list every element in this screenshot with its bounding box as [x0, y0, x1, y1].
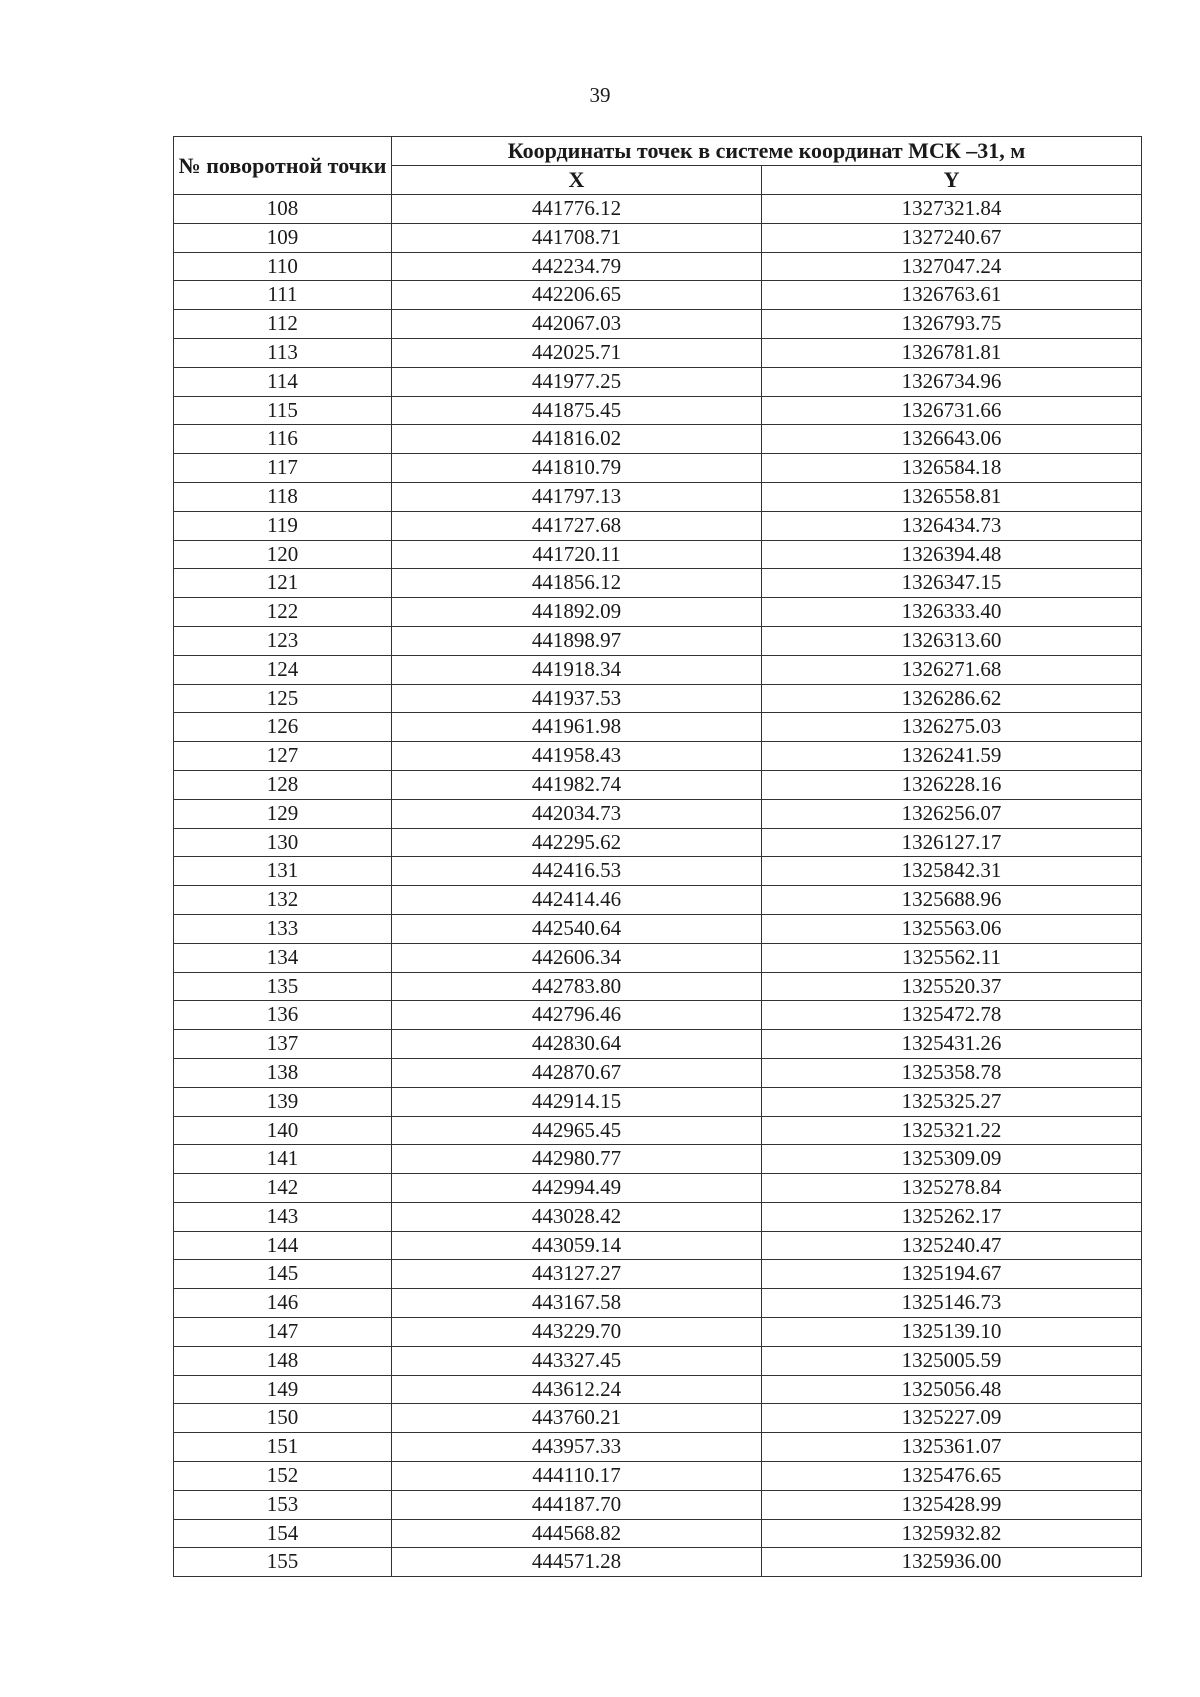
cell-point-number: 120: [174, 540, 392, 569]
cell-x: 444568.82: [392, 1519, 762, 1548]
cell-y: 1326763.61: [762, 281, 1142, 310]
cell-x: 441810.79: [392, 454, 762, 483]
table-row: [174, 655, 1142, 684]
cell-x: 441982.74: [392, 770, 762, 799]
header-coordinates: Координаты точек в системе координат МСК –31, м: [392, 137, 1142, 166]
cell-y: 1325361.07: [762, 1433, 1142, 1462]
cell-x: 442034.73: [392, 799, 762, 828]
cell-y: 1325321.22: [762, 1116, 1142, 1145]
cell-y: 1326286.62: [762, 684, 1142, 713]
cell-point-number: 134: [174, 943, 392, 972]
table-row: [174, 310, 1142, 339]
table-body: [174, 195, 1142, 1577]
cell-point-number: 154: [174, 1519, 392, 1548]
table-row: [174, 482, 1142, 511]
cell-y: 1325194.67: [762, 1260, 1142, 1289]
cell-x: 442025.71: [392, 338, 762, 367]
table-row: [174, 828, 1142, 857]
table-row: [174, 338, 1142, 367]
cell-y: 1325139.10: [762, 1318, 1142, 1347]
cell-y: 1326127.17: [762, 828, 1142, 857]
cell-point-number: 125: [174, 684, 392, 713]
cell-y: 1325472.78: [762, 1001, 1142, 1030]
cell-x: 442980.77: [392, 1145, 762, 1174]
cell-y: 1326643.06: [762, 425, 1142, 454]
cell-y: 1326333.40: [762, 598, 1142, 627]
cell-x: 442965.45: [392, 1116, 762, 1145]
table-row: [174, 857, 1142, 886]
cell-y: 1326394.48: [762, 540, 1142, 569]
cell-x: 442067.03: [392, 310, 762, 339]
table-row: [174, 799, 1142, 828]
cell-point-number: 129: [174, 799, 392, 828]
cell-x: 442416.53: [392, 857, 762, 886]
cell-x: 443760.21: [392, 1404, 762, 1433]
table-row: [174, 511, 1142, 540]
cell-x: 441918.34: [392, 655, 762, 684]
coordinates-table-container: [173, 136, 1141, 1577]
table-row: [174, 626, 1142, 655]
cell-x: 441797.13: [392, 482, 762, 511]
cell-point-number: 136: [174, 1001, 392, 1030]
table-row: [174, 1260, 1142, 1289]
cell-y: 1327321.84: [762, 195, 1142, 224]
cell-point-number: 126: [174, 713, 392, 742]
cell-y: 1326313.60: [762, 626, 1142, 655]
cell-y: 1326584.18: [762, 454, 1142, 483]
cell-y: 1327240.67: [762, 223, 1142, 252]
table-row: [174, 1030, 1142, 1059]
table-row: [174, 367, 1142, 396]
cell-y: 1325936.00: [762, 1548, 1142, 1577]
cell-y: 1326731.66: [762, 396, 1142, 425]
cell-x: 442295.62: [392, 828, 762, 857]
cell-point-number: 148: [174, 1346, 392, 1375]
cell-x: 442830.64: [392, 1030, 762, 1059]
cell-x: 441961.98: [392, 713, 762, 742]
table-row: [174, 1145, 1142, 1174]
cell-x: 441937.53: [392, 684, 762, 713]
cell-x: 441898.97: [392, 626, 762, 655]
cell-x: 441727.68: [392, 511, 762, 540]
cell-point-number: 133: [174, 914, 392, 943]
cell-point-number: 118: [174, 482, 392, 511]
cell-y: 1325476.65: [762, 1462, 1142, 1491]
page-number: 39: [589, 83, 611, 107]
cell-y: 1325278.84: [762, 1174, 1142, 1203]
cell-x: 442870.67: [392, 1058, 762, 1087]
cell-point-number: 150: [174, 1404, 392, 1433]
table-row: [174, 1375, 1142, 1404]
cell-point-number: 112: [174, 310, 392, 339]
cell-x: 443028.42: [392, 1202, 762, 1231]
cell-y: 1326275.03: [762, 713, 1142, 742]
table-row: [174, 1462, 1142, 1491]
table-row: [174, 1174, 1142, 1203]
header-y: Y: [762, 166, 1142, 195]
cell-point-number: 141: [174, 1145, 392, 1174]
cell-x: 443229.70: [392, 1318, 762, 1347]
table-row: [174, 1058, 1142, 1087]
cell-x: 444110.17: [392, 1462, 762, 1491]
table-row: [174, 252, 1142, 281]
cell-point-number: 115: [174, 396, 392, 425]
cell-x: 441875.45: [392, 396, 762, 425]
cell-y: 1325520.37: [762, 972, 1142, 1001]
cell-point-number: 119: [174, 511, 392, 540]
cell-y: 1325325.27: [762, 1087, 1142, 1116]
cell-y: 1325688.96: [762, 886, 1142, 915]
cell-point-number: 145: [174, 1260, 392, 1289]
cell-y: 1326558.81: [762, 482, 1142, 511]
table-row: [174, 425, 1142, 454]
cell-y: 1327047.24: [762, 252, 1142, 281]
cell-point-number: 122: [174, 598, 392, 627]
table-row: [174, 1116, 1142, 1145]
table-row: [174, 195, 1142, 224]
cell-x: 441892.09: [392, 598, 762, 627]
cell-x: 442783.80: [392, 972, 762, 1001]
cell-point-number: 114: [174, 367, 392, 396]
cell-y: 1325842.31: [762, 857, 1142, 886]
cell-point-number: 149: [174, 1375, 392, 1404]
cell-point-number: 132: [174, 886, 392, 915]
table-row: [174, 281, 1142, 310]
table-row: [174, 943, 1142, 972]
cell-point-number: 110: [174, 252, 392, 281]
cell-point-number: 124: [174, 655, 392, 684]
cell-point-number: 128: [174, 770, 392, 799]
cell-point-number: 153: [174, 1490, 392, 1519]
table-row: [174, 713, 1142, 742]
cell-y: 1325358.78: [762, 1058, 1142, 1087]
table-header: [174, 137, 1142, 195]
cell-x: 441776.12: [392, 195, 762, 224]
cell-x: 443059.14: [392, 1231, 762, 1260]
cell-point-number: 140: [174, 1116, 392, 1145]
cell-point-number: 121: [174, 569, 392, 598]
cell-y: 1325227.09: [762, 1404, 1142, 1433]
cell-x: 444187.70: [392, 1490, 762, 1519]
cell-y: 1325262.17: [762, 1202, 1142, 1231]
cell-x: 441856.12: [392, 569, 762, 598]
cell-x: 444571.28: [392, 1548, 762, 1577]
cell-y: 1326256.07: [762, 799, 1142, 828]
table-row: [174, 1202, 1142, 1231]
cell-y: 1325005.59: [762, 1346, 1142, 1375]
table-row: [174, 914, 1142, 943]
header-x: X: [392, 166, 762, 195]
cell-x: 441708.71: [392, 223, 762, 252]
cell-y: 1325431.26: [762, 1030, 1142, 1059]
cell-point-number: 143: [174, 1202, 392, 1231]
coordinates-table: [173, 136, 1142, 1577]
cell-y: 1326228.16: [762, 770, 1142, 799]
cell-point-number: 152: [174, 1462, 392, 1491]
cell-y: 1326241.59: [762, 742, 1142, 771]
cell-point-number: 111: [174, 281, 392, 310]
table-row: [174, 1087, 1142, 1116]
header-point-number: № поворотной точки: [174, 137, 392, 195]
table-row: [174, 454, 1142, 483]
cell-y: 1325428.99: [762, 1490, 1142, 1519]
cell-x: 443612.24: [392, 1375, 762, 1404]
table-row: [174, 742, 1142, 771]
cell-x: 443127.27: [392, 1260, 762, 1289]
cell-x: 441958.43: [392, 742, 762, 771]
cell-y: 1326271.68: [762, 655, 1142, 684]
table-row: [174, 569, 1142, 598]
cell-point-number: 137: [174, 1030, 392, 1059]
cell-y: 1325146.73: [762, 1289, 1142, 1318]
cell-x: 441977.25: [392, 367, 762, 396]
table-row: [174, 1231, 1142, 1260]
table-row: [174, 1404, 1142, 1433]
cell-y: 1325240.47: [762, 1231, 1142, 1260]
cell-y: 1325932.82: [762, 1519, 1142, 1548]
cell-point-number: 113: [174, 338, 392, 367]
cell-y: 1325562.11: [762, 943, 1142, 972]
cell-x: 442994.49: [392, 1174, 762, 1203]
cell-point-number: 151: [174, 1433, 392, 1462]
table-row: [174, 396, 1142, 425]
cell-point-number: 139: [174, 1087, 392, 1116]
cell-point-number: 138: [174, 1058, 392, 1087]
cell-point-number: 108: [174, 195, 392, 224]
cell-y: 1325056.48: [762, 1375, 1142, 1404]
cell-point-number: 130: [174, 828, 392, 857]
table-row: [174, 886, 1142, 915]
table-row: [174, 540, 1142, 569]
cell-x: 442540.64: [392, 914, 762, 943]
cell-point-number: 131: [174, 857, 392, 886]
cell-x: 442414.46: [392, 886, 762, 915]
cell-y: 1325563.06: [762, 914, 1142, 943]
cell-y: 1326781.81: [762, 338, 1142, 367]
cell-x: 442234.79: [392, 252, 762, 281]
cell-point-number: 109: [174, 223, 392, 252]
cell-point-number: 127: [174, 742, 392, 771]
cell-point-number: 142: [174, 1174, 392, 1203]
table-row: [174, 1490, 1142, 1519]
table-row: [174, 1433, 1142, 1462]
cell-y: 1326734.96: [762, 367, 1142, 396]
table-row: [174, 1346, 1142, 1375]
table-row: [174, 598, 1142, 627]
cell-point-number: 146: [174, 1289, 392, 1318]
cell-y: 1326793.75: [762, 310, 1142, 339]
cell-x: 443327.45: [392, 1346, 762, 1375]
table-row: [174, 1548, 1142, 1577]
cell-y: 1326434.73: [762, 511, 1142, 540]
cell-point-number: 116: [174, 425, 392, 454]
table-row: [174, 684, 1142, 713]
table-row: [174, 1289, 1142, 1318]
table-row: [174, 770, 1142, 799]
cell-x: 442914.15: [392, 1087, 762, 1116]
table-row: [174, 1318, 1142, 1347]
cell-y: 1326347.15: [762, 569, 1142, 598]
cell-x: 442606.34: [392, 943, 762, 972]
cell-point-number: 117: [174, 454, 392, 483]
cell-x: 441720.11: [392, 540, 762, 569]
cell-point-number: 155: [174, 1548, 392, 1577]
table-row: [174, 223, 1142, 252]
cell-x: 441816.02: [392, 425, 762, 454]
cell-x: 443957.33: [392, 1433, 762, 1462]
table-row: [174, 1519, 1142, 1548]
table-row: [174, 1001, 1142, 1030]
cell-x: 442206.65: [392, 281, 762, 310]
cell-x: 442796.46: [392, 1001, 762, 1030]
cell-point-number: 123: [174, 626, 392, 655]
cell-x: 443167.58: [392, 1289, 762, 1318]
cell-point-number: 135: [174, 972, 392, 1001]
cell-y: 1325309.09: [762, 1145, 1142, 1174]
cell-point-number: 144: [174, 1231, 392, 1260]
table-row: [174, 972, 1142, 1001]
cell-point-number: 147: [174, 1318, 392, 1347]
